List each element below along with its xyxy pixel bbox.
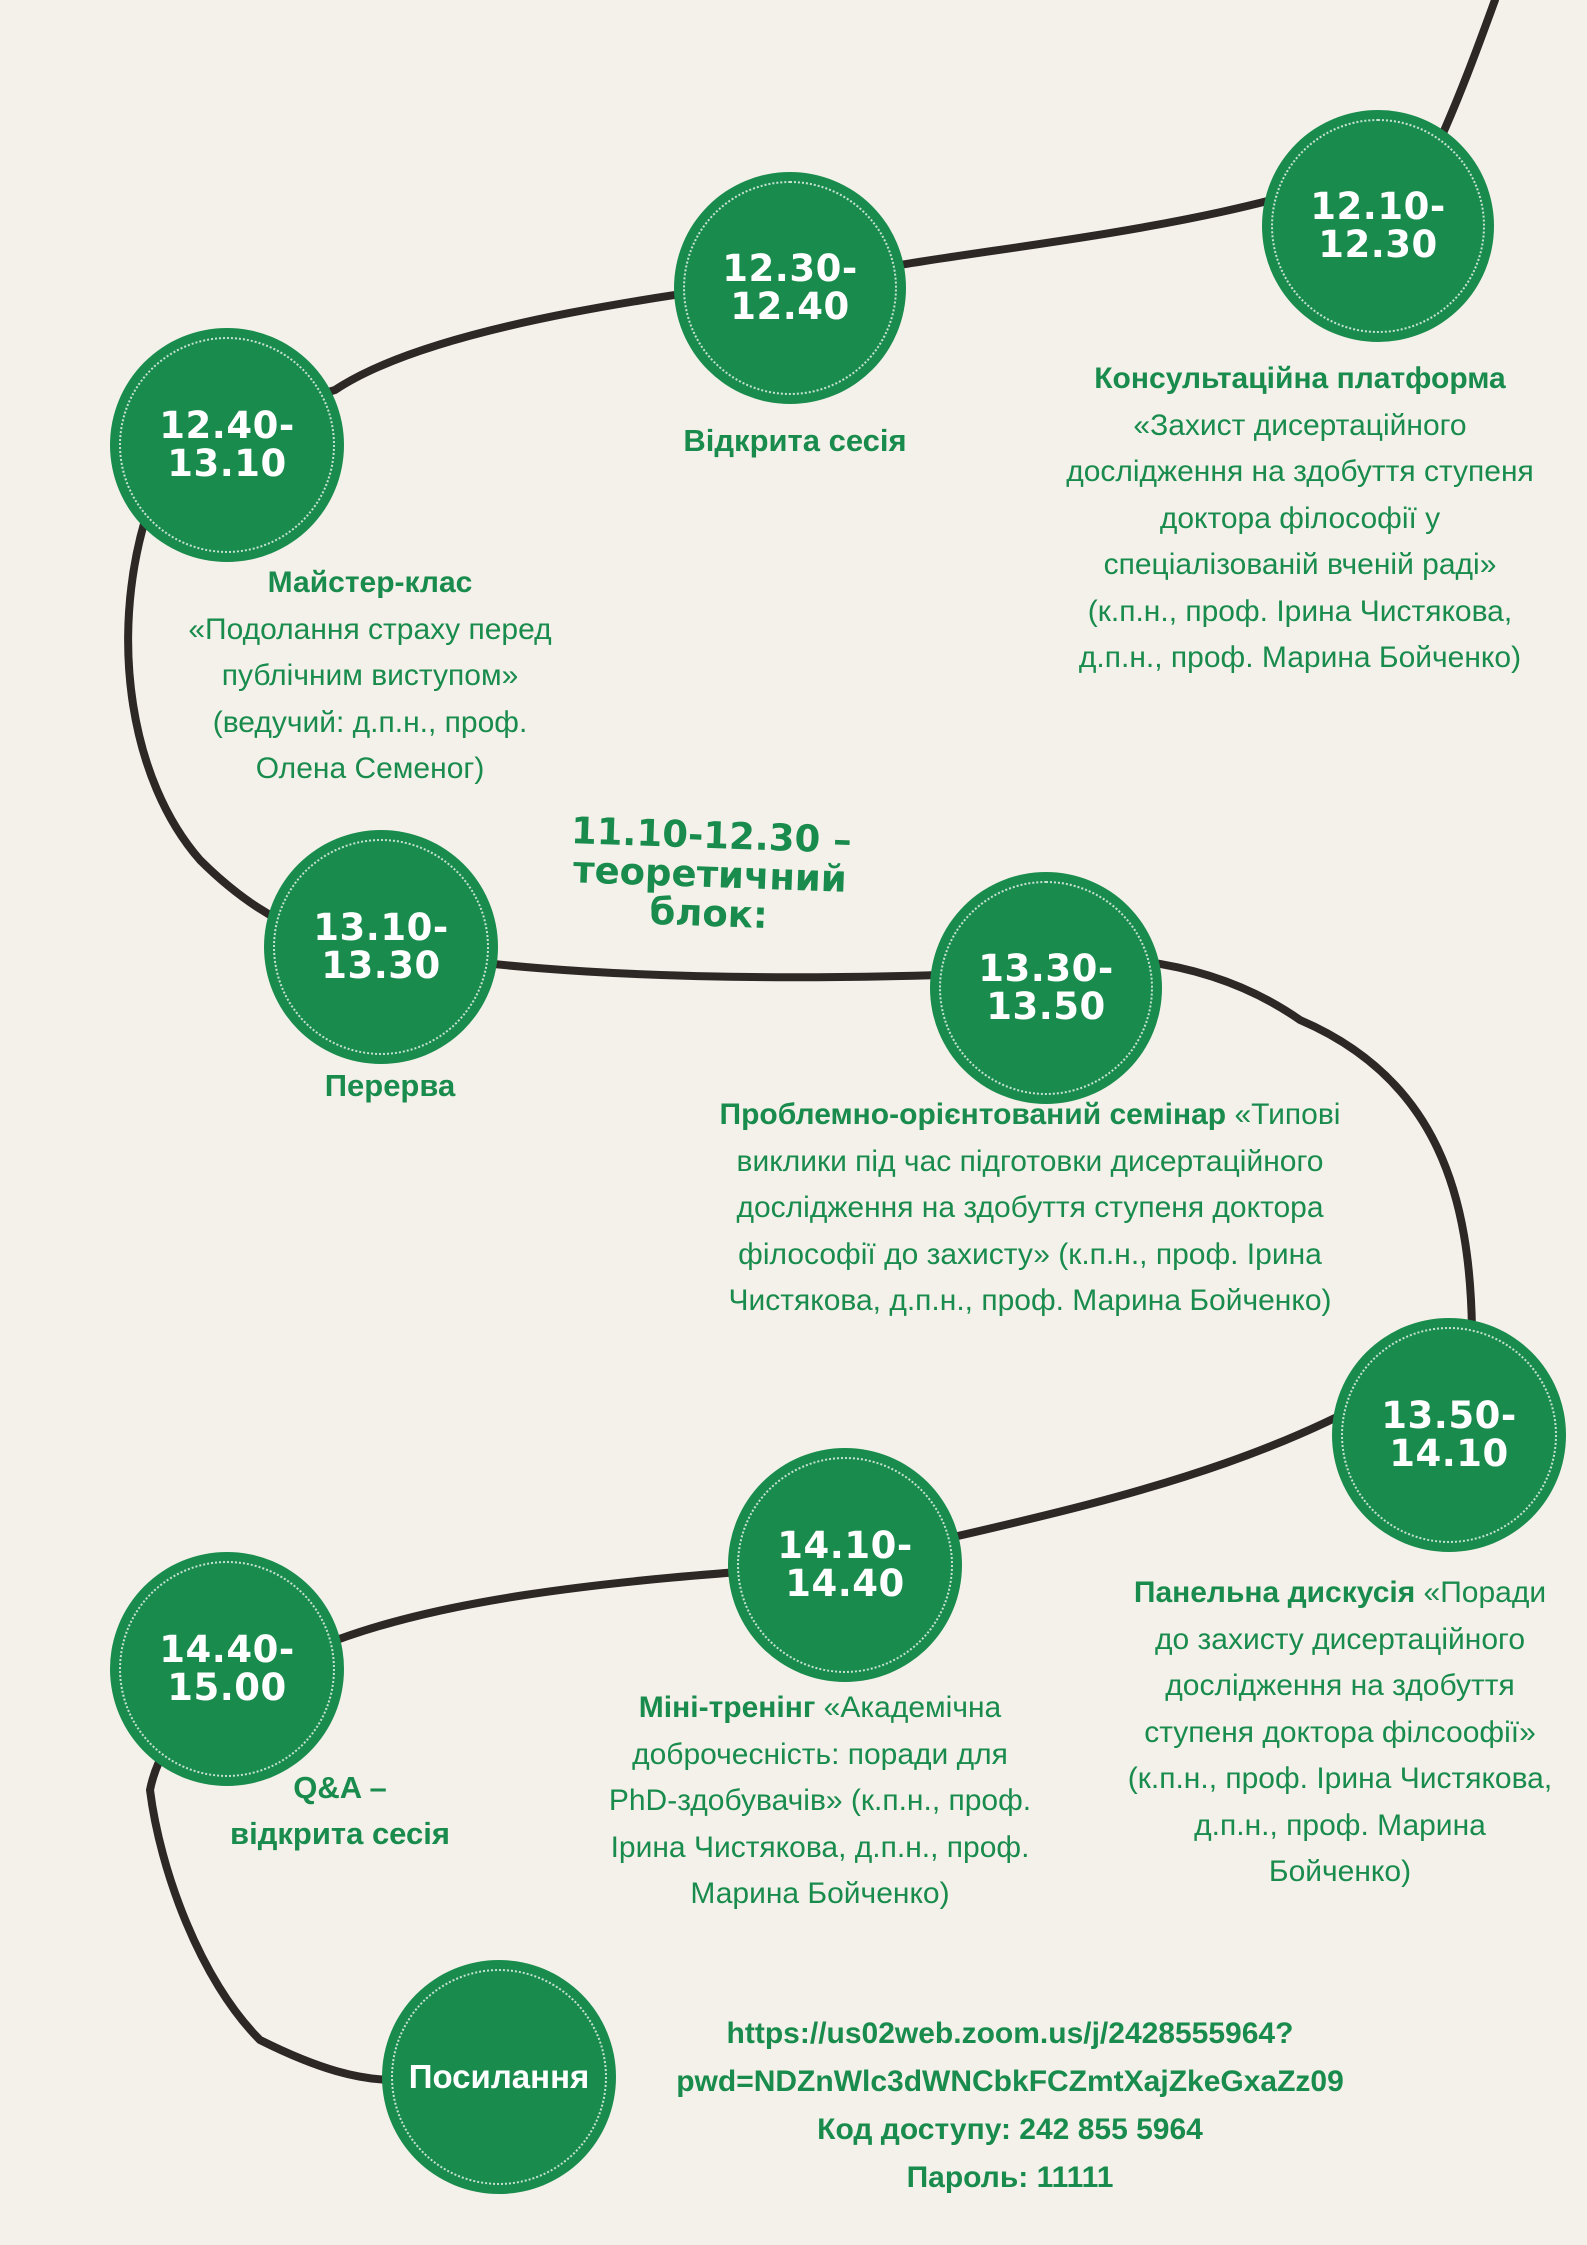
timeline-node-1410 <box>728 1448 962 1682</box>
session-text: «Подолання страху перед <box>188 612 552 646</box>
node-time: 14.40- 15.00 <box>159 1628 295 1709</box>
session-text: філософії до захисту» (к.п.н., проф. Ірина <box>738 1237 1322 1271</box>
session-text: доктора філософії у <box>1159 501 1441 535</box>
session-text: публічним виступом» <box>221 659 519 692</box>
timeline-node-1440 <box>110 1552 344 1786</box>
session-text: дослідження на здобуття <box>1165 1669 1515 1702</box>
session-title: Міні-тренінг <box>638 1691 816 1724</box>
node-time: 13.50- 14.10 <box>1381 1394 1517 1475</box>
session-title: Проблемно-орієнтований семінар <box>719 1098 1227 1131</box>
session-panel-discussion <box>1100 1570 1580 1896</box>
session-title: Майстер-клас <box>267 566 473 599</box>
heading-line-1: 11.10-12.30 – <box>570 809 853 862</box>
session-text: дослідження на здобуття ступеня доктора <box>736 1191 1324 1224</box>
session-title: Панельна дискусія <box>1133 1576 1416 1609</box>
timeline-node-1330 <box>930 872 1162 1104</box>
timeline-node-1230 <box>674 172 906 404</box>
access-code: Код доступу: 242 855 5964 <box>817 2113 1203 2146</box>
heading-line-3: блок: <box>648 889 769 938</box>
session-text: дослідження на здобуття ступеня <box>1066 455 1534 488</box>
node-time: 12.10- 12.30 <box>1310 185 1446 266</box>
session-text: спеціалізованій вченій раді» <box>1103 548 1497 581</box>
session-text: «Академічна <box>815 1691 1002 1724</box>
session-problem-seminar <box>650 1092 1410 1325</box>
session-text: Бойченко) <box>1268 1855 1412 1888</box>
session-qa <box>180 1765 500 1857</box>
session-open-session: Відкрита сесія <box>683 423 907 458</box>
session-text: Чистякова, д.п.н., проф. Марина Бойченко) <box>728 1284 1332 1317</box>
session-text: (ведучий: д.п.н., проф. <box>212 705 528 739</box>
session-text: PhD-здобувачів» (к.п.н., проф. <box>608 1784 1032 1817</box>
session-text: «Захист дисертаційного <box>1133 408 1467 442</box>
session-mini-training <box>565 1685 1075 1918</box>
node-time: 12.40- 13.10 <box>159 404 295 485</box>
session-text: (к.п.н., проф. Ірина Чистякова, <box>1087 594 1513 628</box>
timeline-node-1240 <box>110 328 344 562</box>
session-master-class <box>130 560 610 793</box>
session-text: виклики під час підготовки дисертаційного <box>736 1144 1324 1178</box>
password: Пароль: 11111 <box>906 2161 1114 2194</box>
timeline-node-1310 <box>264 830 498 1064</box>
session-text: Ірина Чистякова, д.п.н., проф. <box>610 1830 1030 1864</box>
node-time: 12.30- 12.40 <box>722 247 858 328</box>
session-text: Марина Бойченко) <box>690 1877 950 1910</box>
timeline-node-1210 <box>1262 110 1494 342</box>
node-time: 13.30- 13.50 <box>978 947 1114 1028</box>
session-title: Q&A – <box>293 1770 387 1805</box>
heading-line-2: теоретичний <box>572 848 848 901</box>
session-break: Перерва <box>324 1068 456 1103</box>
session-text: до захисту дисертаційного <box>1154 1622 1526 1656</box>
session-text: д.п.н., проф. Марина <box>1194 1808 1486 1842</box>
session-text: доброчесність: поради для <box>632 1737 1008 1771</box>
node-time: 14.10- 14.40 <box>777 1524 913 1605</box>
session-consultation-platform <box>1030 356 1570 682</box>
node-time: 13.10- 13.30 <box>313 906 449 987</box>
theory-block-heading <box>553 811 867 939</box>
session-title: Консультаційна платформа <box>1094 362 1506 395</box>
session-text: ступеня доктора філсоофії» <box>1144 1715 1536 1749</box>
zoom-url-line-2[interactable]: pwd=NDZnWlc3dWNCbkFCZmtXajZkeGxaZz09 <box>676 2065 1344 2098</box>
session-text: Олена Семеног) <box>255 752 485 785</box>
session-text: «Типові <box>1226 1098 1341 1131</box>
link-node[interactable] <box>382 1960 616 2194</box>
session-title: відкрита сесія <box>230 1816 450 1851</box>
zoom-info <box>620 2010 1400 2202</box>
timeline-node-1350 <box>1332 1318 1566 1552</box>
session-text: д.п.н., проф. Марина Бойченко) <box>1078 641 1522 674</box>
link-node-label: Посилання <box>408 2058 590 2095</box>
session-text: «Поради <box>1415 1576 1547 1609</box>
zoom-url-line-1[interactable]: https://us02web.zoom.us/j/2428555964? <box>726 2017 1294 2050</box>
session-text: (к.п.н., проф. Ірина Чистякова, <box>1127 1762 1553 1795</box>
